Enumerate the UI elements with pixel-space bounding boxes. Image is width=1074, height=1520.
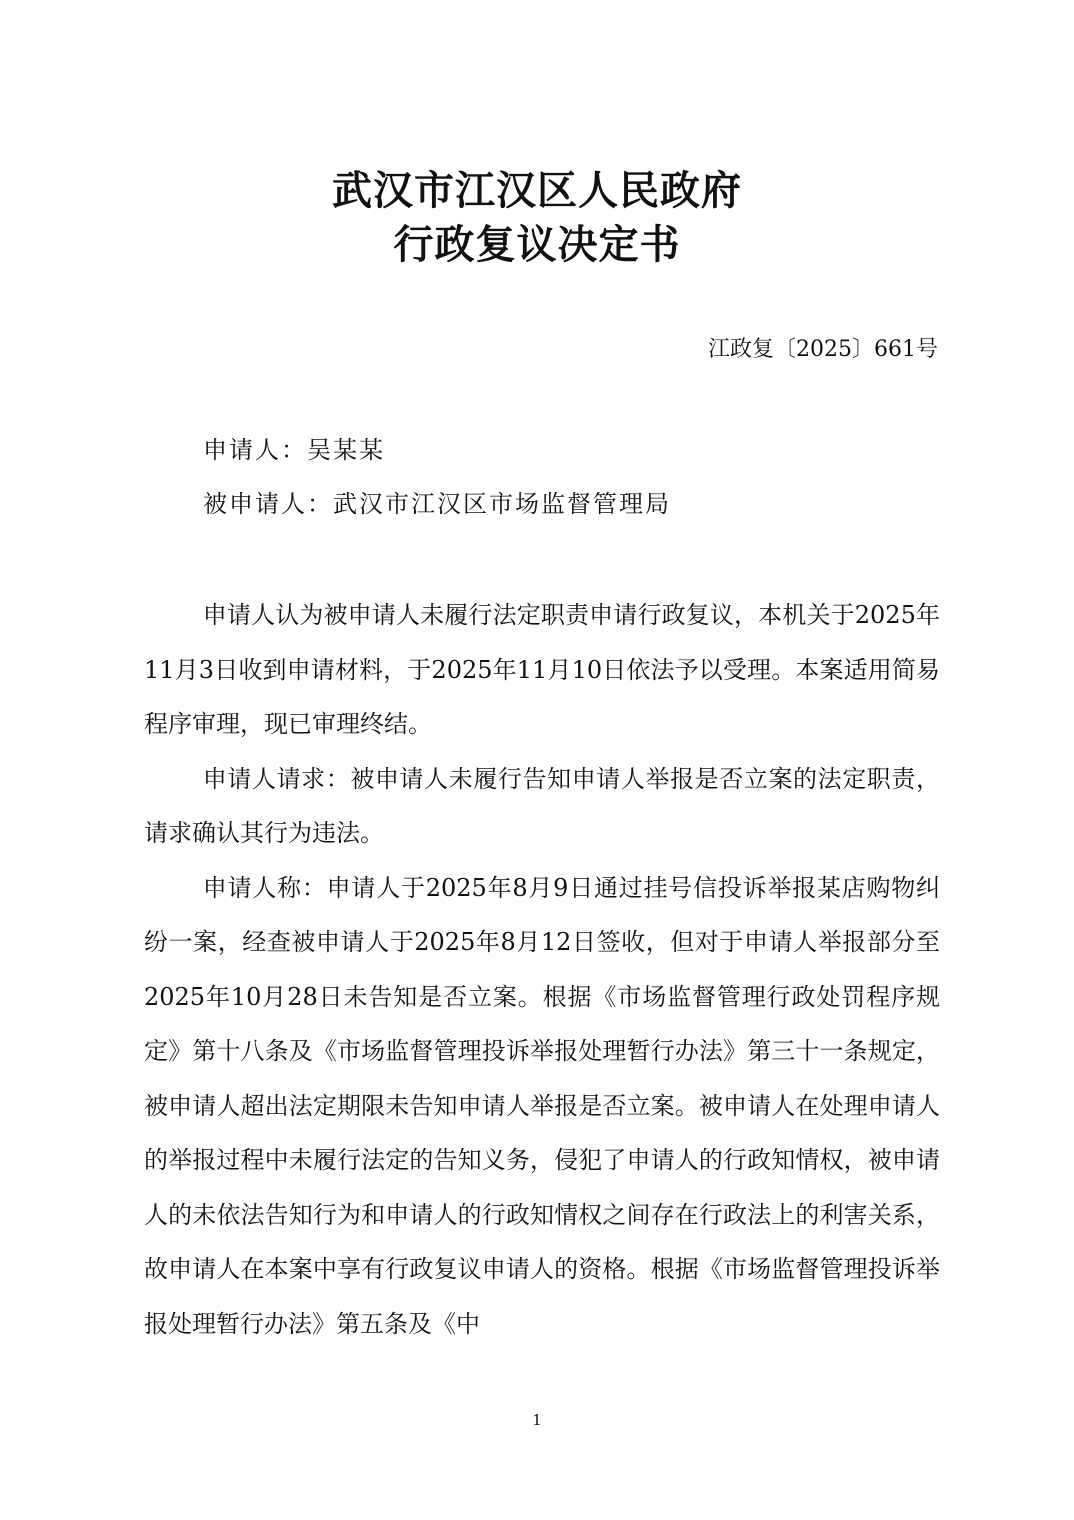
- paragraph-acceptance: 申请人认为被申请人未履行法定职责申请行政复议，本机关于2025年11月3日收到申请材料，于2025年11月10日依法予以受理。本案适用简易程序审理，现已审理终结。: [144, 601, 940, 738]
- document-title-line1: 武汉市江汉区人民政府: [332, 167, 742, 214]
- applicant-line: 申请人：吴某某: [203, 436, 385, 464]
- document-title-line2: 行政复议决定书: [393, 221, 681, 268]
- paragraph-statement: 申请人称：申请人于2025年8月9日通过挂号信投诉举报某店购物纠纷一案，经查被申请人于2025年8月12日签收，但对于申请人举报部分至2025年10月28日未告知是否立案。根据《市场监督管理行政处罚程序规定》第十八条及《市场监督管理投诉举报处理暂行办法》第三十一条规定，被申请人超出法定期限未告知申请人举报是否立案。被申请人在处理申请人的举报过程中未履行法定的告知义务，侵犯了申请人的行政知情权，被申请人的未依法告知行为和申请人的行政知情权之间存在行政法上的利害关系，故申请人在本案中享有行政复议申请人的资格。根据《市场监督管理投诉举报处理暂行办法》第五条及《中: [144, 873, 940, 1338]
- paragraph-request: 申请人请求：被申请人未履行告知申请人举报是否立案的法定职责，请求确认其行为违法。: [144, 764, 940, 847]
- page-number: 1: [532, 1411, 542, 1429]
- document-body: [144, 588, 940, 1351]
- document-number: 江政复〔2025〕661号: [708, 337, 938, 362]
- respondent-line: 被申请人：武汉市江汉区市场监督管理局: [203, 490, 671, 518]
